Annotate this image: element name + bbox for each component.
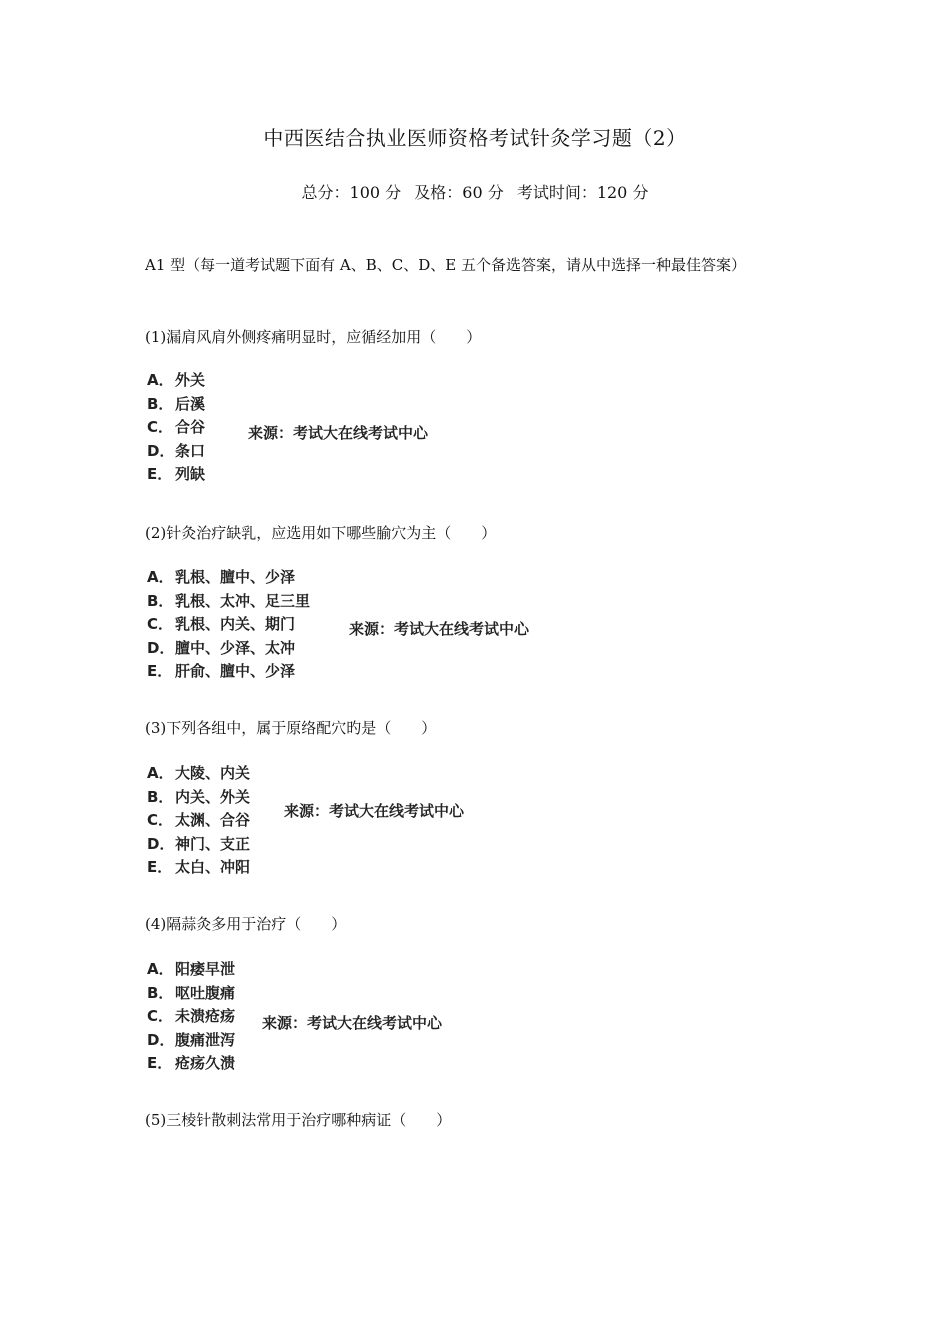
total-score: 总分：100 分 (301, 183, 402, 202)
question-4: (4)隔蒜灸多用于治疗（ ） (145, 915, 347, 933)
option-c: C． 太渊、合谷 (147, 811, 251, 829)
option-b: B． 呕吐腹痛 (147, 983, 236, 1002)
source-watermark: 来源：考试大在线考试中心 (248, 424, 429, 442)
option-d: D．条口 (147, 441, 206, 460)
option-b: B． 乳根、太冲、足三里 (147, 591, 311, 610)
question-5: (5)三棱针散刺法常用于治疗哪种病证（ ） (145, 1111, 452, 1129)
option-e: E． 疮疡久溃 (147, 1054, 236, 1072)
options-q1 (147, 369, 205, 487)
option-e: E． 太白、冲阳 (147, 858, 251, 876)
option-a: A．乳根、膻中、少泽 (147, 568, 296, 586)
option-b: B． 内关、外关 (147, 787, 251, 806)
question-1: (1)漏肩风肩外侧疼痛明显时，应循经加用（ ） (145, 328, 482, 346)
option-d: D．神门、支正 (147, 834, 251, 853)
options-q4 (147, 958, 235, 1076)
question-2: (2)针灸治疗缺乳，应选用如下哪些腧穴为主（ ） (145, 524, 497, 542)
option-c: C． 未溃疮疡 (147, 1007, 236, 1025)
option-e: E． 肝俞、膻中、少泽 (147, 662, 296, 680)
option-a: A．外关 (147, 371, 206, 389)
options-q2 (147, 566, 310, 684)
source-watermark: 来源：考试大在线考试中心 (262, 1014, 443, 1032)
exam-meta (0, 180, 950, 203)
section-header: A1 型（每一道考试题下面有 A、B、C、D、E 五个备选答案，请从中选择一种最佳答案） (145, 256, 746, 274)
option-d: D．腹痛泄泻 (147, 1030, 236, 1049)
option-c: C． 合谷 (147, 418, 206, 436)
option-e: E． 列缺 (147, 465, 206, 483)
source-watermark: 来源：考试大在线考试中心 (284, 802, 465, 820)
page-title: 中西医结合执业医师资格考试针灸学习题（2） (263, 126, 687, 150)
pass-score: 及格：60 分 (414, 183, 504, 202)
options-q3 (147, 762, 250, 880)
option-a: A．大陵、内关 (147, 764, 251, 782)
source-watermark: 来源：考试大在线考试中心 (349, 620, 530, 638)
option-a: A．阳痿早泄 (147, 960, 236, 978)
exam-time: 考试时间：120 分 (516, 183, 649, 202)
option-b: B． 后溪 (147, 394, 206, 413)
option-d: D．膻中、少泽、太冲 (147, 638, 296, 657)
question-3: (3)下列各组中，属于原络配穴旳是（ ） (145, 719, 437, 737)
option-c: C． 乳根、内关、期门 (147, 615, 296, 633)
